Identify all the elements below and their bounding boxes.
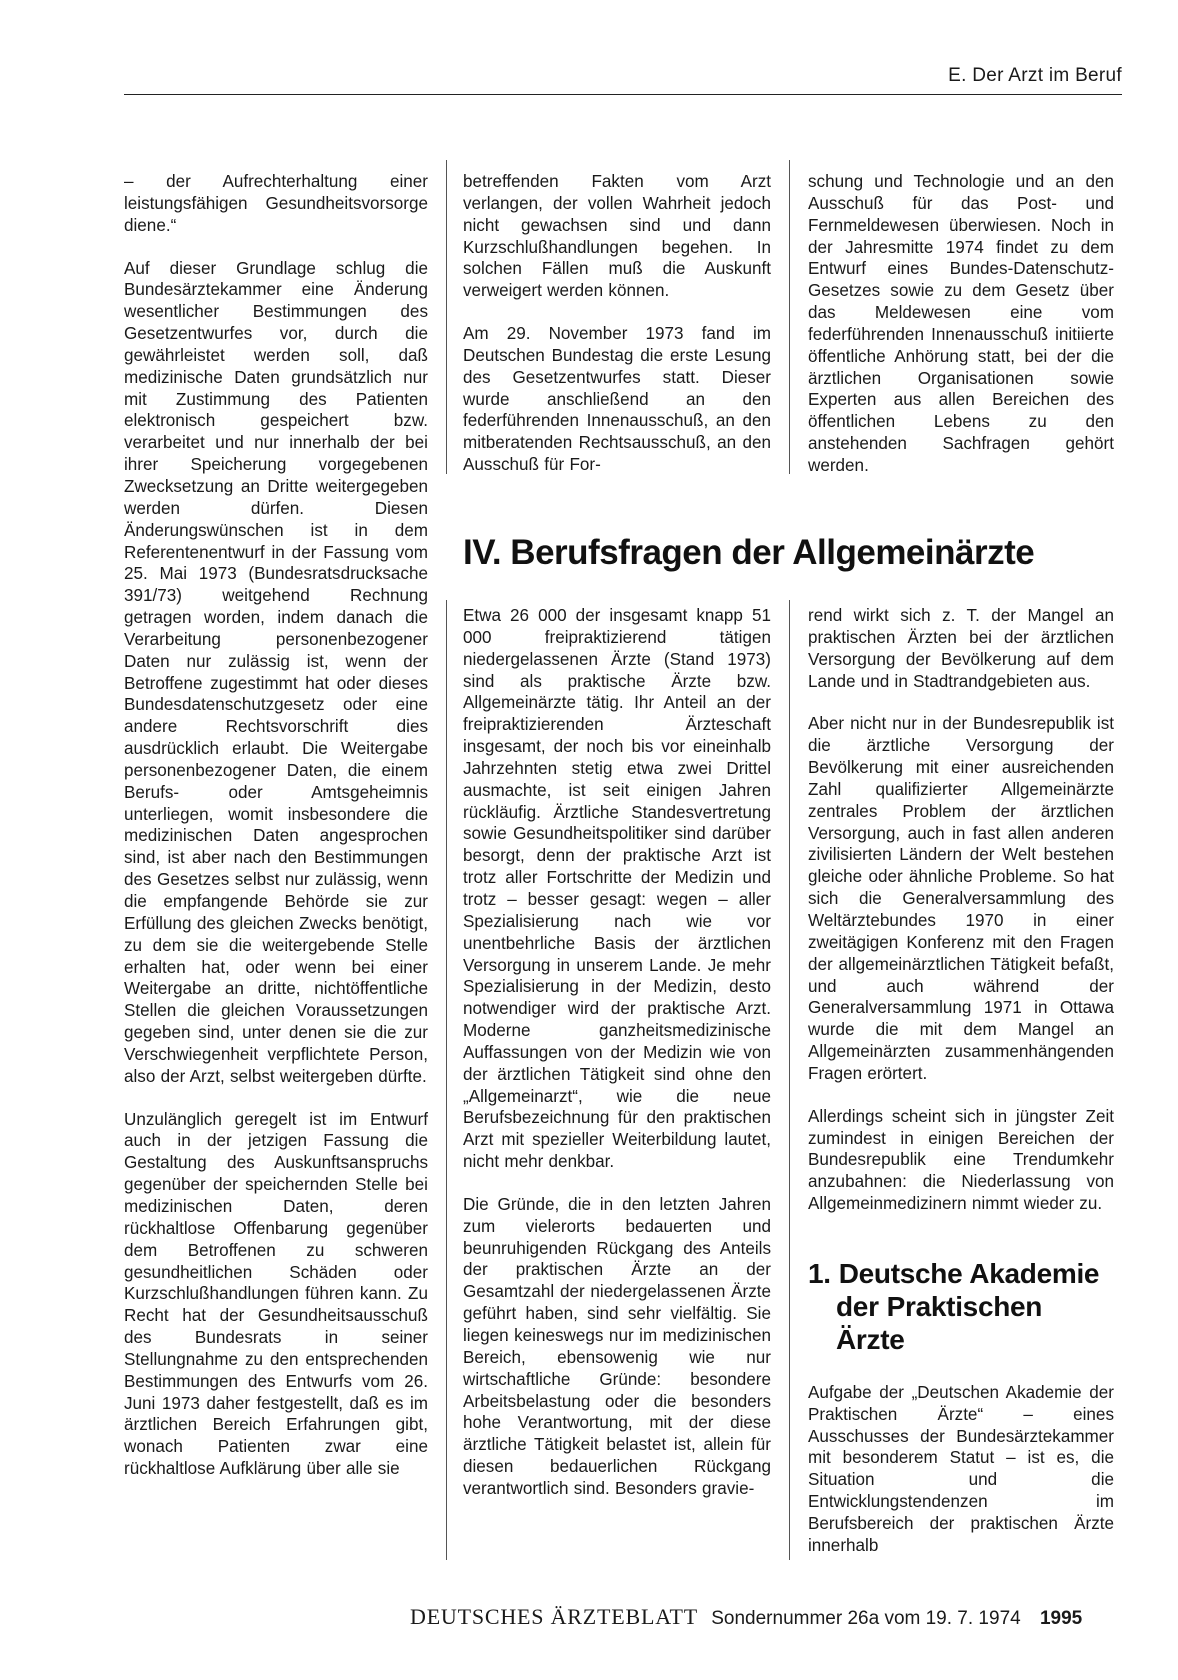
column-divider xyxy=(446,600,447,1560)
column-divider xyxy=(789,160,790,474)
journal-name: DEUTSCHES ÄRZTEBLATT xyxy=(410,1604,698,1629)
column-2-bottom xyxy=(463,605,771,1500)
paragraph: Die Gründe, die in den letzten Jahren zum vielerorts bedauerten und beunruhigenden Rückgang des Anteils der praktischen Ärzte an der Gesamtzahl der niedergelassenen Ärzte geführt haben, sind sehr vielfältig. Sie liegen keineswegs nur im medizinischen Bereich, ebensowenig wie nur wirtschaftliche Gründe: besondere Arbeitsbelastung oder die besonders hohe Verantwortung, mit der diese ärztliche Tätigkeit belastet ist, allein für diesen bedauerlichen Rückgang verantwortlich sind. Besonders gravie- xyxy=(463,1194,771,1498)
subsection-heading-line: der Praktischen Ärzte xyxy=(836,1290,1043,1355)
column-2-top xyxy=(463,171,771,476)
paragraph: Etwa 26 000 der insgesamt knapp 51 000 freipraktizierend tätigen niedergelassenen Ärzte (Stand 1973) sind als praktische Ärzte bzw. Allgemeinärzte tätig. Ihr Anteil an der freipraktizierenden Ärzteschaft insgesamt, der noch bis vor eineinhalb Jahrzehnten stetig etwa zwei Drittel ausmachte, ist seit einigen Jahren rückläufig. Ärztliche Standesvertretung sowie Gesundheitspolitiker sind darüber besorgt, denn der praktische Arzt ist trotz aller Fortschritte der Medizin und trotz – besser gesagt: wegen – aller Spezialisierung nach wie vor unentbehrliche Basis der ärztlichen Versorgung in unserem Lande. Je mehr Spezialisierung in der Medizin, desto notwendiger wird der praktische Arzt. Moderne ganzheitsmedizinische Auffassungen von der Medizin wie von der ärztlichen Tätigkeit sind ohne den „Allgemeinarzt“, wie die neue Berufsbezeichnung für den praktischen Arzt mit spezieller Weiterbildung lautet, nicht mehr denkbar. xyxy=(463,606,771,1172)
column-3-top xyxy=(808,171,1114,477)
column-1 xyxy=(124,171,428,1480)
column-divider xyxy=(789,600,790,1560)
section-heading: IV. Berufsfragen der Allgemeinärzte xyxy=(463,533,1035,572)
paragraph: Allerdings scheint sich in jüngster Zeit zumindest in einigen Bereichen der Bundesrepublik eine Trendumkehr anzubahnen: die Niederlassung von Allgemeinmedizinern nimmt wieder zu. xyxy=(808,1106,1114,1214)
paragraph: – der Aufrechterhaltung einer leistungsfähigen Gesundheitsvorsorge diene.“ xyxy=(124,172,428,235)
paragraph: Aber nicht nur in der Bundesrepublik ist die ärztliche Versorgung der Bevölkerung mit einer ausreichenden Zahl qualifizierter Allgemeinärzte zentrales Problem der ärztlichen Versorgung, auch in fast allen anderen zivilisierten Ländern der Welt bestehen gleiche oder ähnliche Probleme. So hat sich die Generalversammlung des Weltärztebundes 1970 in einer zweitägigen Konferenz mit den Fragen der allgemeinärztlichen Tätigkeit befaßt, und auch während der Generalversammlung 1971 in Ottawa wurde die mit dem Mangel an Allgemeinärzten zusammenhängenden Fragen erörtert. xyxy=(808,714,1114,1083)
page-number: 1995 xyxy=(1039,1608,1083,1629)
paragraph: Am 29. November 1973 fand im Deutschen Bundestag die erste Lesung des Gesetzentwurfes statt. Dieser wurde anschließend an den federführenden Innenausschuß, an den mitberatenden Rechtsausschuß, an den Ausschuß für For- xyxy=(463,324,771,475)
running-head: E. Der Arzt im Beruf xyxy=(124,64,1122,95)
paragraph: betreffenden Fakten vom Arzt verlangen, der vollen Wahrheit jedoch nicht gewachsen sind und dann Kurzschlußhandlungen begehen. In solchen Fällen muß die Auskunft verweigert werden können. xyxy=(463,172,771,301)
paragraph: Aufgabe der „Deutschen Akademie der Praktischen Ärzte“ – eines Ausschusses der Bundesärztekammer mit besonderem Statut – ist es, die Situation und die Entwicklungstendenzen im Berufsbereich der praktischen Ärzte innerhalb xyxy=(808,1382,1114,1555)
paragraph: schung und Technologie und an den Ausschuß für das Post- und Fernmeldewesen überwiesen. Noch in der Jahresmitte 1974 findet zu dem Entwurf eines Bundes-Datenschutz-Gesetzes sowie zu dem Gesetz über das Meldewesen eine vom federführenden Innenausschuß initiierte öffentliche Anhörung statt, bei der die ärztlichen Organisationen sowie Experten aus allen Bereichen des öffentlichen Lebens zu den anstehenden Sachfragen gehört werden. xyxy=(808,172,1114,475)
column-divider xyxy=(446,160,447,474)
issue-info: Sondernummer 26a vom 19. 7. 1974 xyxy=(711,1608,1021,1629)
subsection-heading xyxy=(808,1257,1114,1356)
subsection-heading-line: 1. Deutsche Akademie xyxy=(808,1257,1100,1289)
paragraph: Unzulänglich geregelt ist im Entwurf auch in der jetzigen Fassung die Gestaltung des Auskunftsanspruchs gegenüber der speichernden Stelle bei medizinischen Daten, deren rückhaltlose Offenbarung gegenüber dem Betroffenen zu schweren gesundheitlichen Schäden oder Kurzschlußhandlungen führen kann. Zu Recht hat der Gesundheitsausschuß des Bundesrats in seiner Stellungnahme zu den entsprechenden Bestimmungen des Entwurfs vom 26. Juni 1973 daher festgestellt, daß es im ärztlichen Bereich Erfahrungen gibt, wonach Patienten zwar eine rückhaltlose Aufklärung über alle sie xyxy=(124,1109,428,1479)
paragraph: Auf dieser Grundlage schlug die Bundesärztekammer eine Änderung wesentlicher Bestimmungen des Gesetzentwurfes vor, durch die gewährleistet werden soll, daß medizinische Daten grundsätzlich nur mit Zustimmung des Patienten elektronisch gespeichert bzw. verarbeitet und nur innerhalb der bei ihrer Speicherung vorgegebenen Zwecksetzung an Dritte weitergegeben werden dürfen. Diesen Änderungswünschen ist in dem Referentenentwurf in der Fassung vom 25. Mai 1973 (Bundesratsdrucksache 391/73) weitgehend Rechnung getragen worden, indem danach die Verarbeitung personenbezogener Daten nur zulässig ist, wenn der Betroffene zugestimmt hat oder dieses Bundesdatenschutzgesetz oder eine andere Rechtsvorschrift dies ausdrücklich erlaubt. Die Weitergabe personenbezogener Daten, die einem Berufs- oder Amtsgeheimnis unterliegen, womit insbesondere die medizinischen Daten angesprochen sind, ist aber nach den Bestimmungen des Gesetzes selbst nur zulässig, wenn die empfangende Behörde sie zur Erfüllung des gleichen Zwecks benötigt, zu dem sie die weitergebende Stelle erhalten hat, oder wenn bei einer Weitergabe an dritte, nichtöffentliche Stellen die gleichen Voraussetzungen gegeben sind, unter denen sie die zur Verschwiegenheit verpflichtete Person, also der Arzt, selbst weitergeben dürfte. xyxy=(124,258,428,1086)
column-3-bottom xyxy=(808,605,1114,1557)
page-footer xyxy=(410,1605,1082,1631)
paragraph: rend wirkt sich z. T. der Mangel an praktischen Ärzten bei der ärztlichen Versorgung der Bevölkerung auf dem Lande und in Stadtrandgebieten aus. xyxy=(808,606,1114,691)
